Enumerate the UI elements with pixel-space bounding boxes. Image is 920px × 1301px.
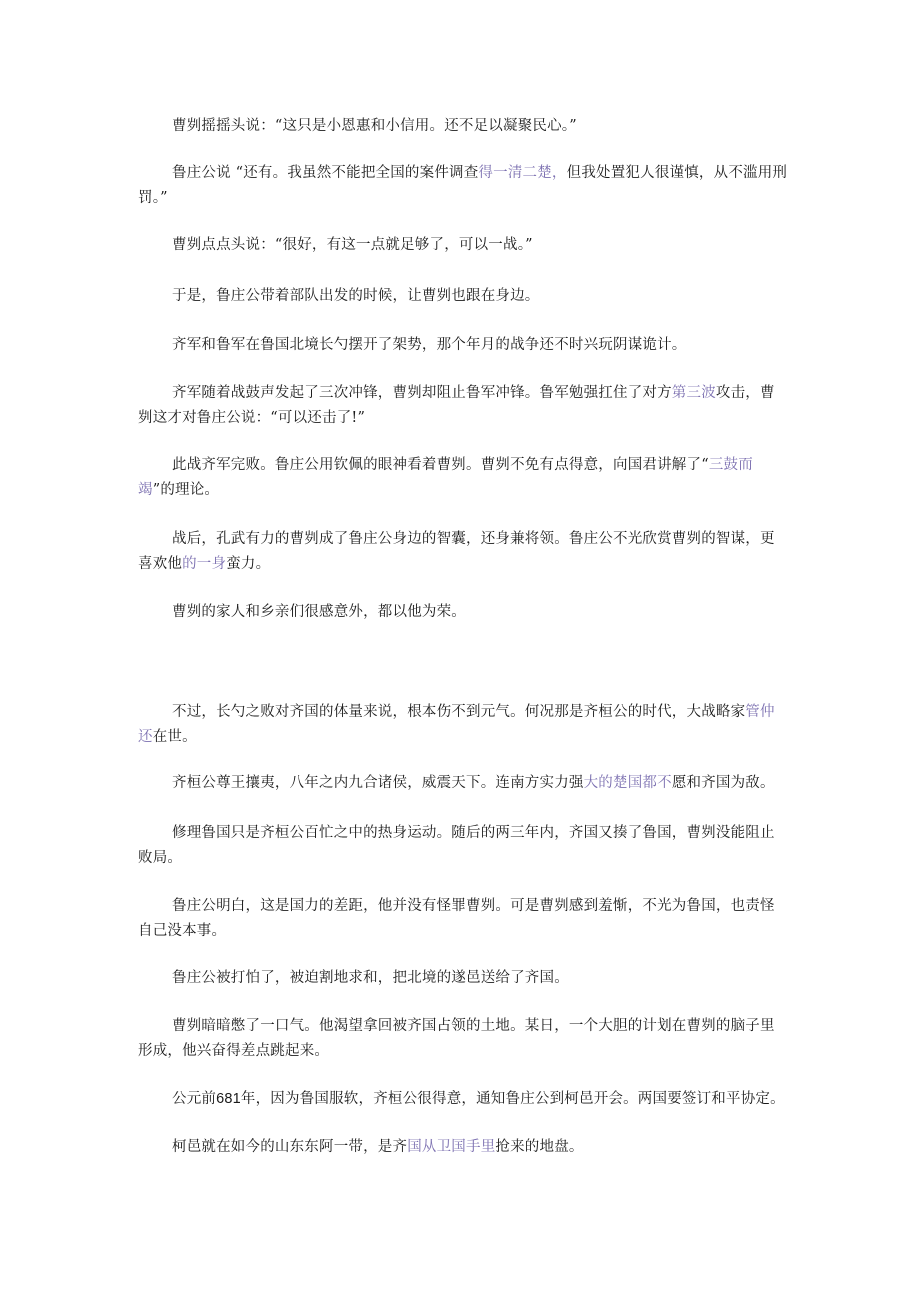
para-text: 曹刿点点头说：“很好，有这一点就足够了，可以一战。” (172, 237, 533, 253)
paragraph-5 (138, 333, 788, 358)
paragraph-16 (138, 1087, 788, 1112)
para-text: 齐军和鲁军在鲁国北境长勺摆开了架势，那个年月的战争还不时兴玩阴谋诡计。 (172, 337, 687, 353)
paragraph-3 (138, 233, 788, 258)
para-text: 曹刿摇摇头说：“这只是小恩惠和小信用。还不足以凝聚民心。” (172, 118, 577, 134)
para-text: 抢来的地盘。 (495, 1139, 584, 1155)
para-text: 齐桓公尊王攘夷，八年之内九合诸侯，威震天下。连南方实力强 (172, 775, 584, 791)
paragraph-17 (138, 1135, 788, 1160)
inline-link[interactable]: 得一清二楚， (478, 165, 567, 181)
inline-link[interactable]: 的一身 (182, 556, 227, 572)
para-text: 年，因为鲁国服软，齐桓公很得意，通知鲁庄公到柯邑开会。两国要签订和平协定。 (240, 1091, 785, 1107)
para-text: 不过，长勺之败对齐国的体量来说，根本伤不到元气。何况那是齐桓公的时代，大战略家 (172, 704, 746, 720)
para-text: 齐军随着战鼓声发起了三次冲锋，曹刿却阻止鲁军冲锋。鲁军勉强扛住了对方 (172, 385, 672, 401)
inline-link[interactable]: 国从卫国手里 (407, 1139, 496, 1155)
paragraph-13 (138, 894, 788, 944)
inline-link[interactable]: 第三波 (671, 385, 716, 401)
para-text: 愿和齐国为敌。 (671, 775, 775, 791)
paragraph-10 (138, 700, 788, 750)
para-text: 于是，鲁庄公带着部队出发的时候，让曹刿也跟在身边。 (172, 288, 540, 304)
paragraph-2 (138, 161, 788, 211)
para-text: 曹刿的家人和乡亲们很感意外，都以他为荣。 (172, 604, 466, 620)
paragraph-15 (138, 1014, 788, 1064)
para-text: 战后，孔武有力的曹刿成了鲁庄公身边的智囊，还身兼将领。鲁庄公不光欣赏曹刿的智谋，更喜欢他 (138, 531, 775, 572)
paragraph-14 (138, 966, 788, 991)
para-text: 修理鲁国只是齐桓公百忙之中的热身运动。随后的两三年内，齐国又揍了鲁国，曹刿没能阻止败局。 (138, 825, 775, 866)
paragraph-1 (138, 114, 788, 139)
paragraph-7 (138, 453, 788, 503)
para-text: 曹刿暗暗憋了一口气。他渴望拿回被齐国占领的土地。某日，一个大胆的计划在曹刿的脑子里形成，他兴奋得差点跳起来。 (138, 1018, 775, 1059)
para-text: 在世。 (152, 729, 197, 745)
paragraph-6 (138, 381, 788, 431)
para-text: 鲁庄公明白，这是国力的差距，他并没有怪罪曹刿。可是曹刿感到羞惭，不光为鲁国，也责怪自己没本事。 (138, 898, 775, 939)
para-text: 柯邑就在如今的山东东阿一带，是齐 (172, 1139, 408, 1155)
inline-link[interactable]: 三鼓而竭 (138, 457, 753, 498)
para-text: 鲁庄公说 “还有。我虽然不能把全国的案件调查 (172, 165, 479, 181)
paragraph-4 (138, 284, 788, 309)
para-text: 公元前 (172, 1091, 217, 1107)
inline-link[interactable]: 管仲还 (138, 704, 775, 745)
year-number: 681 (216, 1091, 241, 1107)
para-text: 攻击，曹刿这才对鲁庄公说：“可以还击了!” (138, 385, 775, 426)
inline-link[interactable]: 大的楚国都不 (583, 775, 672, 791)
paragraph-12 (138, 821, 788, 871)
para-text: 此战齐军完败。鲁庄公用钦佩的眼神看着曹刿。曹刿不免有点得意，向国君讲解了“ (172, 457, 709, 473)
para-text: 蛮力。 (226, 556, 271, 572)
paragraph-8 (138, 527, 788, 577)
paragraph-9 (138, 600, 788, 625)
paragraph-11 (138, 771, 788, 796)
para-text: ”的理论。 (152, 482, 220, 498)
para-text: 但我处置犯人很谨慎，从不滥用刑罚。” (138, 165, 788, 206)
para-text: 鲁庄公被打怕了，被迫割地求和，把北境的遂邑送给了齐国。 (172, 970, 569, 986)
